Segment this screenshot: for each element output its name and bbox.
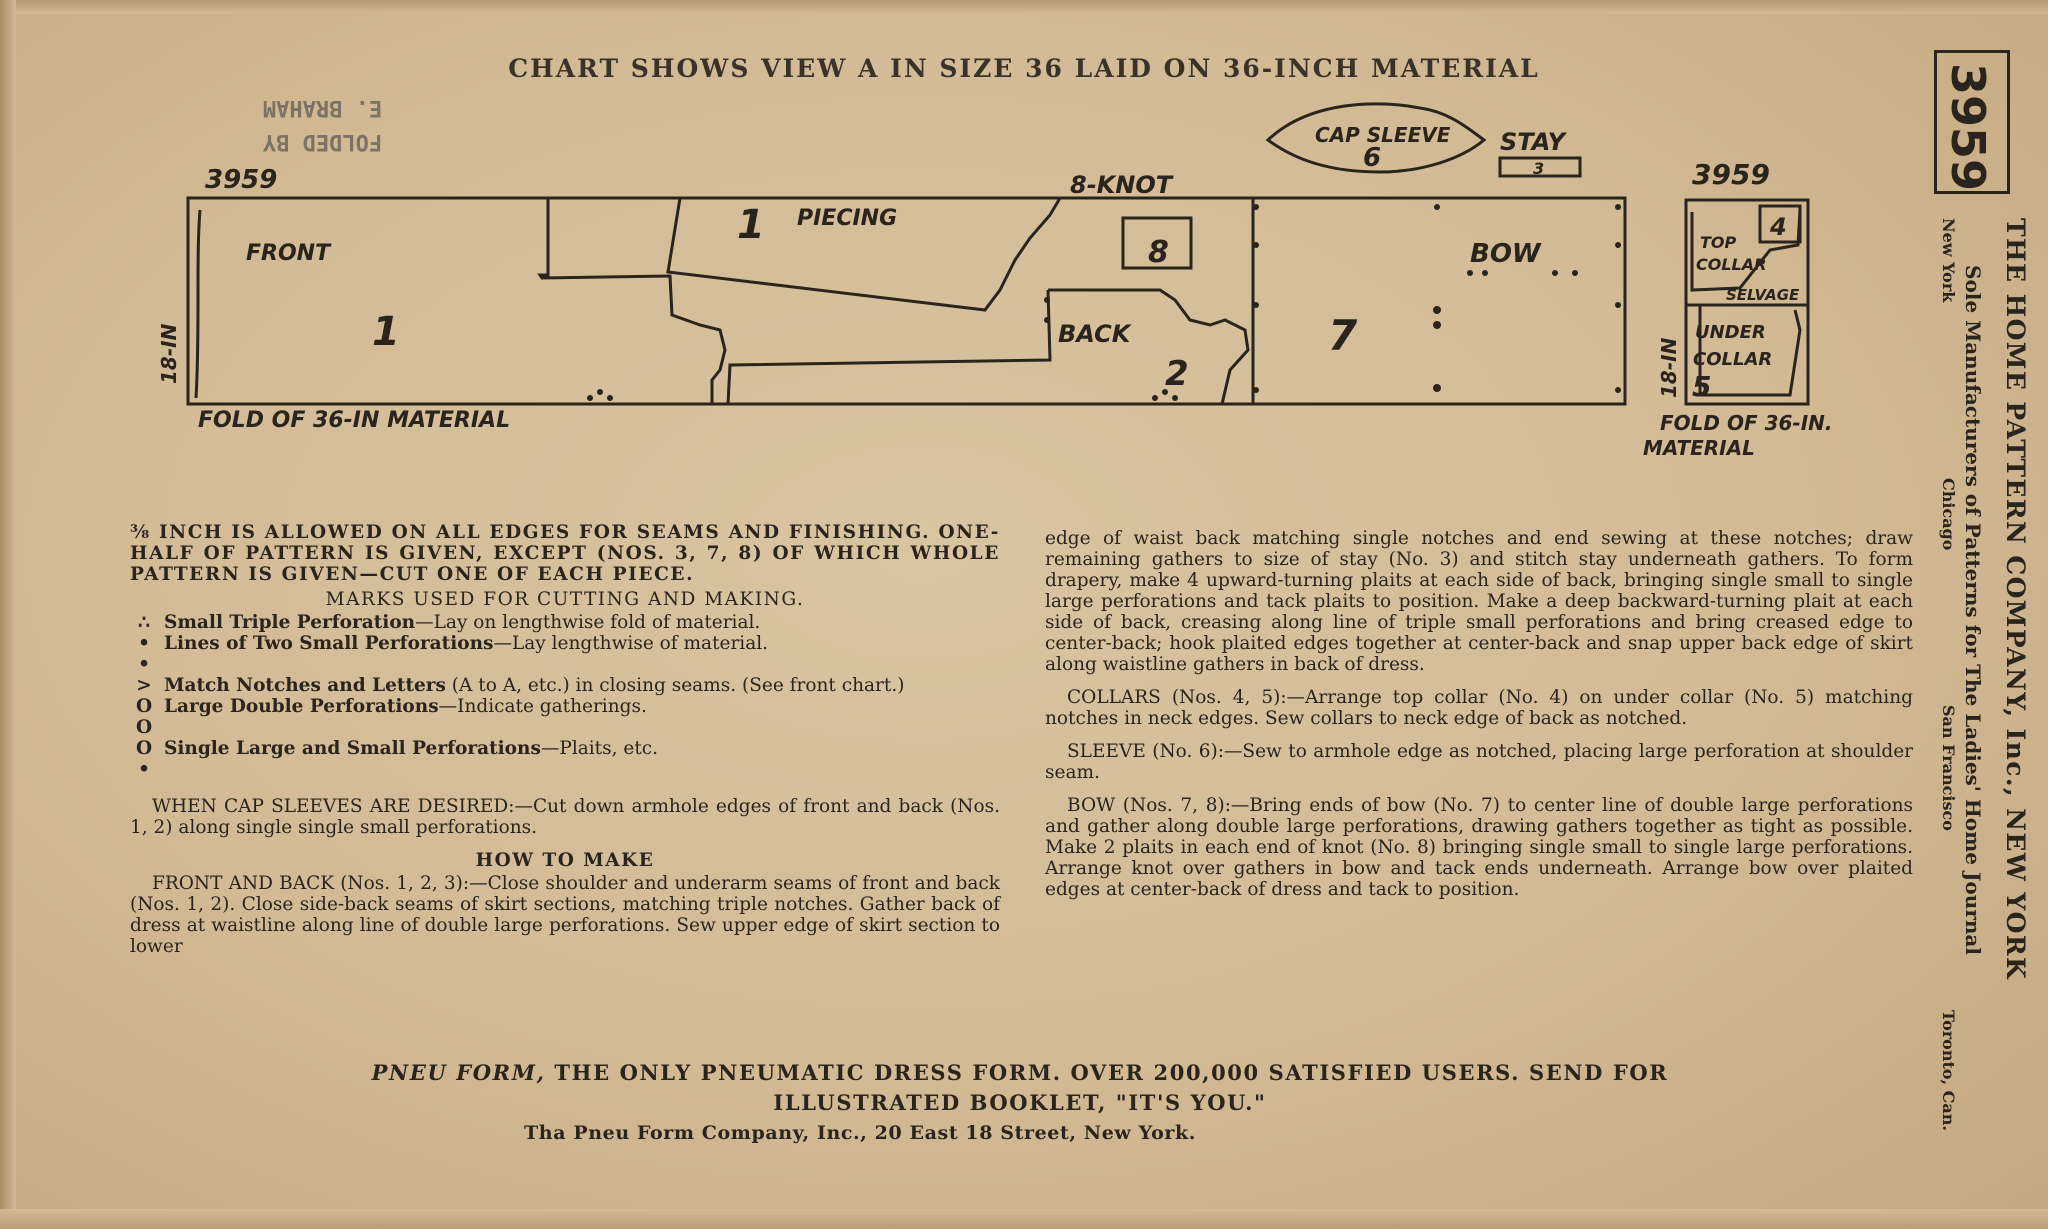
chart-number-left: 3959 (205, 165, 278, 195)
marks-heading: MARKS USED FOR CUTTING AND MAKING. (325, 589, 805, 610)
mark-name: Match Notches and Letters (164, 675, 446, 696)
top-collar-label-2: COLLAR (1696, 255, 1767, 274)
top-collar-number: 4 (1770, 213, 1787, 241)
front-back-text: FRONT AND BACK (Nos. 1, 2, 3):—Close shoulder and underarm seams of front and back (Nos. 1, 2). Close side-back seams of skirt sections, matching triple notches. Gather back of dress at waistline along line of double large perforations. Sew upper edge of skirt section to lower (130, 873, 1000, 957)
fold-label-left: FOLD OF 36-IN MATERIAL (198, 408, 511, 433)
waist-back-text: edge of waist back matching single notches and end sewing at these notches; draw remaining gathers to size of stay (No. 3) and stitch stay underneath gathers. To form drapery, make 4 upward-turning plaits at each side of back, bringing single small to single large perforations and tack plaits to position. Make a deep backward-turning plait at each side of back, creasing along line of triple small perforations and bring creased edge to center-back; hook plaited edges together at center-back and snap upper back edge of skirt along waistline gathers in back of dress. (1045, 528, 1913, 675)
two-perforations-icon: • • (138, 633, 150, 675)
mark-desc: —Lay on lengthwise fold of material. (415, 612, 761, 633)
stay-number: 3 (1533, 159, 1545, 178)
mark-desc: —Plaits, etc. (540, 738, 658, 759)
front-number: 1 (372, 309, 400, 355)
mark-row (130, 612, 1000, 633)
under-collar-label-1: UNDER (1695, 322, 1766, 343)
chart-title: CHART SHOWS VIEW A IN SIZE 36 LAID ON 36-INCH MATERIAL (508, 54, 1540, 83)
left-instructions (130, 522, 1000, 969)
mark-name: Large Double Perforations (164, 696, 439, 717)
mark-name: Lines of Two Small Perforations (164, 633, 494, 654)
company-name: THE HOME PATTERN COMPANY, Inc., NEW YORK (2001, 218, 2030, 981)
fold-label-right-1: FOLD OF 36-IN. (1660, 411, 1833, 435)
stay-label: STAY (1500, 128, 1565, 156)
mark-row (130, 675, 1000, 696)
pneu-form-brand: PNEU FORM, (371, 1060, 546, 1085)
skirt-outline (728, 290, 1050, 404)
large-double-perforation-icon: O O (135, 696, 153, 738)
piecing-label: PIECING (797, 206, 898, 231)
bow-label: BOW (1470, 239, 1541, 269)
mark-desc: —Indicate gatherings. (438, 696, 647, 717)
right-instructions (1045, 528, 1913, 912)
city-new-york: New York (1939, 218, 1958, 303)
manufacturers-line: Sole Manufacturers of Patterns for The Ladies' Home Journal (1961, 265, 1985, 955)
under-collar-number: 5 (1692, 370, 1712, 403)
marks-list (130, 612, 1000, 780)
cap-sleeve-label: CAP SLEEVE (1315, 123, 1451, 147)
front-label: FRONT (246, 241, 331, 266)
cap-sleeve-number: 6 (1363, 143, 1382, 173)
sleeve-text: SLEEVE (No. 6):—Sew to armhole edge as notched, placing large perforation at shoulder seam. (1045, 741, 1913, 783)
back-number: 2 (1165, 354, 1189, 394)
city-chicago: Chicago (1939, 478, 1958, 551)
mark-name: Small Triple Perforation (164, 612, 416, 633)
mark-row (130, 633, 1000, 675)
collars-text: COLLARS (Nos. 4, 5):—Arrange top collar (No. 4) on under collar (No. 5) matching notches in neck edges. Sew collars to neck edge of back as notched. (1045, 687, 1913, 729)
ad-line-1: THE ONLY PNEUMATIC DRESS FORM. OVER 200,000 SATISFIED USERS. SEND FOR (545, 1060, 1669, 1085)
mark-desc: —Lay lengthwise of material. (493, 633, 769, 654)
width-label-left: 18-IN (157, 323, 181, 384)
piecing-number: 1 (737, 202, 765, 248)
bow-number: 7 (1328, 311, 1358, 360)
knot-label: 8-KNOT (1070, 171, 1173, 199)
ad-line-2: ILLUSTRATED BOOKLET, "IT'S YOU." (773, 1090, 1267, 1115)
top-collar-label-1: TOP (1700, 233, 1737, 252)
fold-label-right-2: MATERIAL (1643, 436, 1755, 460)
bow-text: BOW (Nos. 7, 8):—Bring ends of bow (No. 7) to center line of double large perforations and gather along double large perforations, drawing gathers together as tight as possible. Make 2 plaits in each end of knot (No. 8) bringing single small to single large perforations. Arrange knot over gathers in bow and tack ends underneath. Arrange bow over plaited edges at center-back of dress and tack to position. (1045, 795, 1913, 900)
under-collar-label-2: COLLAR (1693, 349, 1773, 370)
selvage-label: SELVAGE (1726, 286, 1800, 304)
stamp-line-2: E. BRAHAM (262, 95, 383, 120)
cap-sleeves-text: WHEN CAP SLEEVES ARE DESIRED:—Cut down armhole edges of front and back (Nos. 1, 2) along single single small perforations. (130, 796, 1000, 838)
cutting-layout-chart (0, 0, 1920, 470)
stamp-line-1: FOLDED BY (262, 129, 383, 154)
paper-bottom-edge (0, 1209, 2048, 1229)
pattern-number: 3959 (1941, 63, 1995, 192)
width-label-right: 18-IN (1657, 337, 1681, 398)
city-san-francisco: San Francisco (1939, 705, 1958, 831)
city-toronto: Toronto, Can. (1939, 1010, 1958, 1131)
front-left-edge (196, 210, 200, 398)
intro-text: ⅜ INCH IS ALLOWED ON ALL EDGES FOR SEAMS AND FINISHING. ONE-HALF OF PATTERN IS GIVEN, EXCEPT (NOS. 3, 7, 8) OF WHICH WHOLE PATTERN IS GIVEN—CUT ONE OF EACH PIECE. (130, 522, 1000, 585)
front-piece-outline (540, 198, 725, 404)
pattern-number-box (1934, 50, 2010, 194)
pneu-form-address: Tha Pneu Form Company, Inc., 20 East 18 Street, New York. (524, 1122, 1196, 1144)
triple-perforation-icon: ∴ (138, 612, 150, 633)
mark-row (130, 696, 1000, 738)
mark-desc: (A to A, etc.) in closing seams. (See front chart.) (445, 675, 905, 696)
mark-name: Single Large and Small Perforations (164, 738, 541, 759)
large-small-perforation-icon: O • (135, 738, 153, 780)
back-label: BACK (1058, 320, 1131, 348)
how-to-make-heading: HOW TO MAKE (475, 850, 655, 871)
notch-icon: > (136, 675, 152, 696)
chart-number-right: 3959 (1692, 158, 1770, 191)
knot-number: 8 (1148, 235, 1169, 270)
mark-row (130, 738, 1000, 780)
pneu-form-ad (310, 1058, 1730, 1118)
